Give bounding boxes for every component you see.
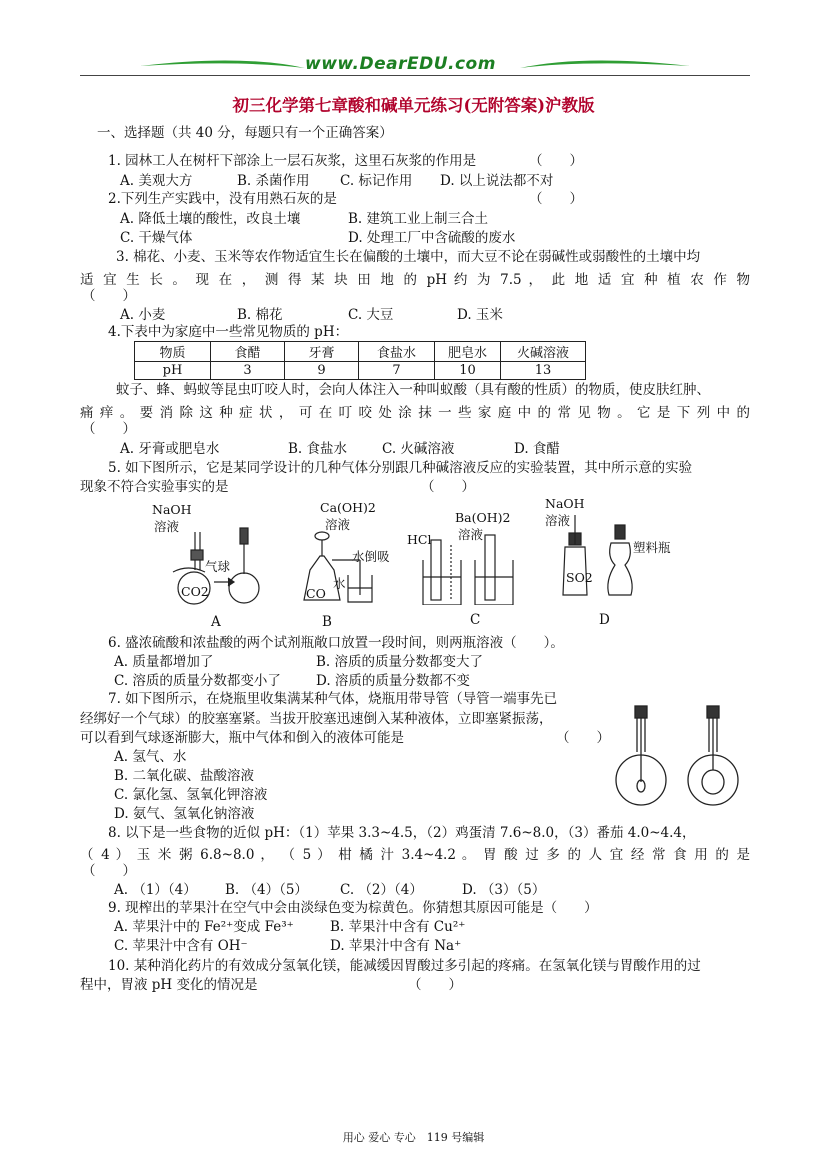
q1-stem: 1. 园林工人在树杆下部涂上一层石灰浆，这里石灰浆的作用是 bbox=[108, 153, 477, 169]
q4-option-c: C. 火碱溶液 bbox=[382, 441, 455, 457]
q8-option-d: D. （3）（5） bbox=[462, 882, 546, 898]
fig-b-label: B bbox=[322, 614, 332, 630]
q3-line2: 适 宜 生 长 。 现 在 ， 测 得 某 块 田 地 的 pH 约 为 7.5 ， 此 地 适 宜 种 植 农 作 物 bbox=[80, 272, 750, 288]
fig-b-reagent1: Ca(OH)2 bbox=[320, 500, 376, 515]
q2-stem: 2.下列生产实践中，没有用熟石灰的是 bbox=[108, 191, 337, 207]
page-title: 初三化学第七章酸和碱单元练习(无附答案)沪教版 bbox=[232, 96, 595, 115]
q2-option-c: C. 干燥气体 bbox=[120, 230, 193, 246]
fig-a-gas: CO2 bbox=[181, 584, 209, 599]
q9-stem: 9. 现榨出的苹果汁在空气中会由淡绿色变为棕黄色。你猜想其原因可能是（ ） bbox=[108, 900, 598, 916]
fig-a-reagent1: NaOH bbox=[152, 502, 192, 517]
q6-option-c: C. 溶质的质量分数都变小了 bbox=[114, 673, 281, 689]
q3-option-b: B. 棉花 bbox=[237, 307, 283, 323]
header-divider bbox=[80, 75, 750, 76]
fig-a-balloon: 气球 bbox=[205, 559, 231, 574]
q10-line2: 程中，胃液 pH 变化的情况是 bbox=[80, 977, 258, 993]
table-cell: 7 bbox=[359, 362, 435, 380]
table-cell: 食醋 bbox=[211, 342, 285, 362]
q9-option-b: B. 苹果汁中含有 Cu²⁺ bbox=[330, 919, 466, 935]
q4-option-d: D. 食醋 bbox=[514, 441, 560, 457]
q8-option-a: A. （1）（4） bbox=[114, 882, 197, 898]
fig-a-reagent2: 溶液 bbox=[154, 519, 180, 534]
table-cell: 牙膏 bbox=[285, 342, 359, 362]
q3-option-d: D. 玉米 bbox=[457, 307, 503, 323]
fig-d-reagent1: NaOH bbox=[545, 496, 585, 511]
q8-line2: （ 4 ） 玉 米 粥 6.8~8.0 ， （ 5 ） 柑 橘 汁 3.4~4.2 。 胃 酸 过 多 的 人 宜 经 常 食 用 的 是 bbox=[80, 847, 750, 863]
q4-option-a: A. 牙膏或肥皂水 bbox=[120, 441, 220, 457]
q5-line2: 现象不符合实验事实的是 bbox=[80, 479, 229, 495]
q4-option-b: B. 食盐水 bbox=[288, 441, 348, 457]
fig-c-label: C bbox=[470, 612, 481, 628]
table-cell: 火碱溶液 bbox=[501, 342, 586, 362]
table-cell: pH bbox=[135, 362, 211, 380]
q3-paren: （ ） bbox=[82, 288, 136, 304]
q7-option-b: B. 二氧化碳、盐酸溶液 bbox=[114, 768, 255, 784]
q7-line2: 经绑好一个气球）的胶塞塞紧。当拔开胶塞迅速倒入某种液体，立即塞紧振荡， bbox=[80, 711, 553, 727]
q10-paren: （ ） bbox=[408, 977, 462, 993]
q6-stem: 6. 盛浓硫酸和浓盐酸的两个试剂瓶敞口放置一段时间，则两瓶溶液（ ）。 bbox=[108, 635, 564, 651]
q2-option-a: A. 降低土壤的酸性，改良土壤 bbox=[120, 211, 301, 227]
q6-option-d: D. 溶质的质量分数都不变 bbox=[316, 673, 470, 689]
q2-paren: （ ） bbox=[529, 191, 583, 207]
q6-option-b: B. 溶质的质量分数都变大了 bbox=[316, 654, 484, 670]
q7-option-c: C. 氯化氢、氢氧化钾溶液 bbox=[114, 787, 268, 803]
q7-paren: （ ） bbox=[556, 730, 610, 746]
q7-flasks-figure bbox=[615, 690, 755, 810]
q1-paren: （ ） bbox=[529, 153, 583, 169]
fig-c-hcl: HCl bbox=[407, 532, 432, 547]
fig-b-water: 水 bbox=[333, 576, 346, 591]
q7-option-a: A. 氢气、水 bbox=[114, 749, 187, 765]
q4-paren: （ ） bbox=[82, 421, 136, 437]
table-cell: 物质 bbox=[135, 342, 211, 362]
q7-line3: 可以看到气球逐渐膨大，瓶中气体和倒入的液体可能是 bbox=[80, 730, 404, 746]
q8-option-b: B. （4）（5） bbox=[225, 882, 308, 898]
fig-d-bottle: 塑料瓶 bbox=[633, 540, 671, 555]
ph-table bbox=[134, 341, 586, 380]
q9-option-d: D. 苹果汁中含有 Na⁺ bbox=[330, 938, 462, 954]
section-heading: 一、选择题（共 40 分，每题只有一个正确答案） bbox=[97, 125, 393, 141]
q2-option-b: B. 建筑工业上制三合土 bbox=[348, 211, 489, 227]
table-cell: 3 bbox=[211, 362, 285, 380]
q8-paren: （ ） bbox=[82, 863, 136, 879]
q5-paren: （ ） bbox=[421, 479, 475, 495]
fig-d-label: D bbox=[599, 612, 610, 628]
q3-line1: 3. 棉花、小麦、玉米等农作物适宜生长在偏酸的土壤中，而大豆不论在弱碱性或弱酸性的土壤中均 bbox=[116, 249, 701, 265]
fig-d-gas: SO2 bbox=[566, 570, 593, 585]
ph-table-header-row bbox=[135, 342, 586, 362]
q7-option-d: D. 氨气、氢氧化钠溶液 bbox=[114, 806, 255, 822]
q1-option-a: A. 美观大方 bbox=[120, 173, 193, 189]
table-cell: 食盐水 bbox=[359, 342, 435, 362]
page-footer: 用心 爱心 专心 119 号编辑 bbox=[342, 1131, 485, 1144]
fig-b-gas: CO bbox=[306, 586, 326, 601]
fig-a-label: A bbox=[211, 614, 221, 630]
q9-option-c: C. 苹果汁中含有 OH⁻ bbox=[114, 938, 248, 954]
q6-option-a: A. 质量都增加了 bbox=[114, 654, 214, 670]
fig-b-suck: 水倒吸 bbox=[352, 549, 390, 564]
fig-c-reagent1: Ba(OH)2 bbox=[455, 510, 511, 525]
fig-d-reagent2: 溶液 bbox=[545, 513, 571, 528]
table-cell: 9 bbox=[285, 362, 359, 380]
q9-option-a: A. 苹果汁中的 Fe²⁺变成 Fe³⁺ bbox=[114, 919, 294, 935]
q8-line1: 8. 以下是一些食物的近似 pH：（1）苹果 3.3~4.5，（2）鸡蛋清 7.6~8.0，（3）番茄 4.0~4.4， bbox=[108, 825, 696, 841]
q4-stem: 4.下表中为家庭中一些常见物质的 pH： bbox=[108, 324, 349, 340]
fig-b-reagent2: 溶液 bbox=[325, 517, 351, 532]
q1-option-b: B. 杀菌作用 bbox=[237, 173, 310, 189]
table-cell: 肥皂水 bbox=[435, 342, 501, 362]
q1-option-c: C. 标记作用 bbox=[340, 173, 413, 189]
q8-option-c: C. （2）（4） bbox=[340, 882, 423, 898]
q3-option-c: C. 大豆 bbox=[348, 307, 394, 323]
q7-line1: 7. 如下图所示，在烧瓶里收集满某种气体，烧瓶用带导管（导管一端事先已 bbox=[108, 691, 558, 707]
site-logo: www.DearEDU.com bbox=[305, 54, 496, 74]
ph-table-value-row bbox=[135, 362, 586, 380]
table-cell: 13 bbox=[501, 362, 586, 380]
table-cell: 10 bbox=[435, 362, 501, 380]
q10-line1: 10. 某种消化药片的有效成分氢氧化镁，能减缓因胃酸过多引起的疼痛。在氢氧化镁与胃酸作用的过 bbox=[108, 958, 701, 974]
q5-line1: 5. 如下图所示，它是某同学设计的几种气体分别跟几种碱溶液反应的实验装置，其中所示意的实验 bbox=[108, 460, 693, 476]
q4-line2: 痛 痒 。 要 消 除 这 种 症 状 ， 可 在 叮 咬 处 涂 抹 一 些 家 庭 中 的 常 见 物 。 它 是 下 列 中 的 bbox=[80, 405, 750, 421]
q4-line1: 蚊子、蜂、蚂蚁等昆虫叮咬人时，会向人体注入一种叫蚁酸（具有酸的性质）的物质，使皮肤红肿、 bbox=[116, 382, 710, 398]
q1-option-d: D. 以上说法都不对 bbox=[440, 173, 554, 189]
q3-option-a: A. 小麦 bbox=[120, 307, 166, 323]
q2-option-d: D. 处理工厂中含硫酸的废水 bbox=[348, 230, 516, 246]
fig-c-reagent2: 溶液 bbox=[458, 527, 484, 542]
